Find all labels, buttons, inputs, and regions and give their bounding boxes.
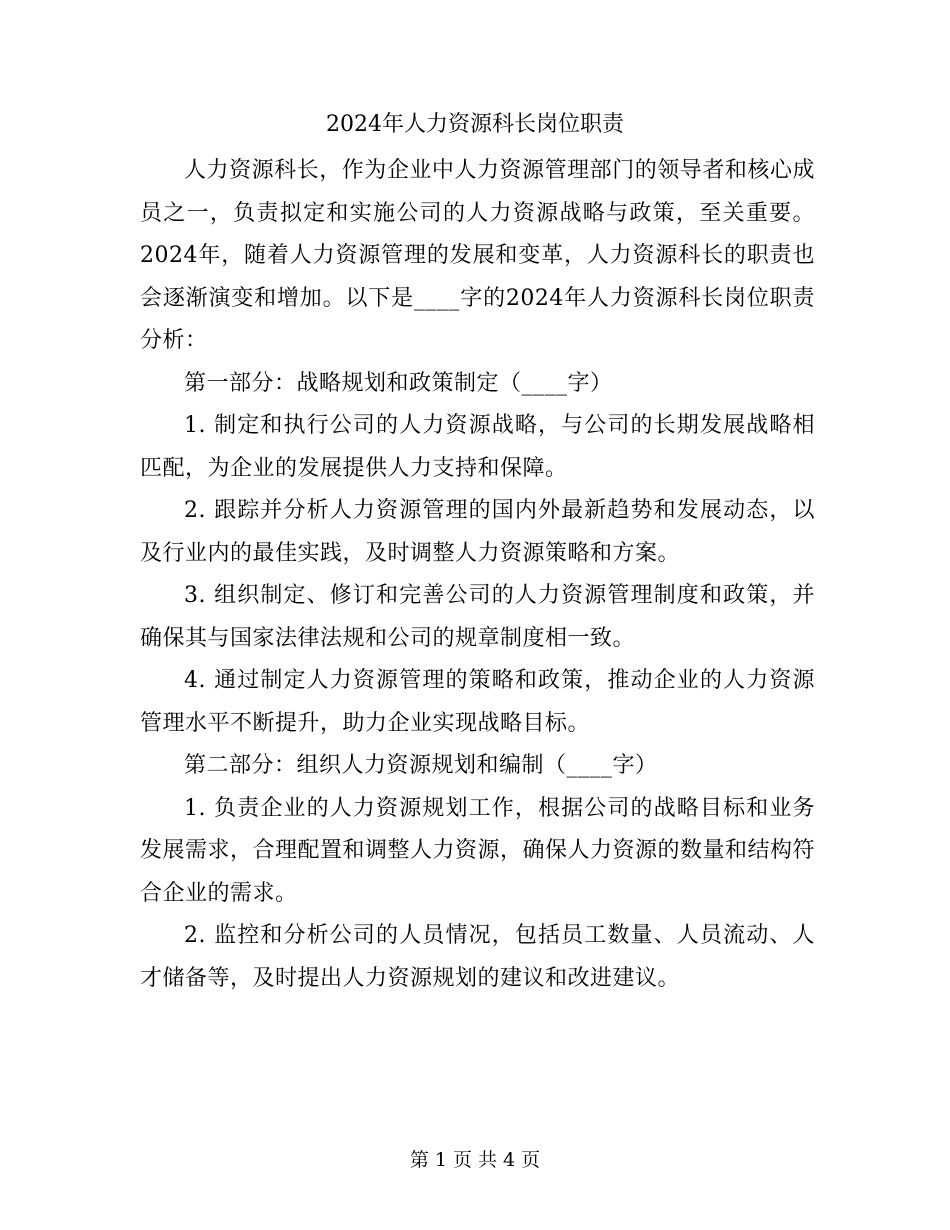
document-body [140, 150, 815, 1000]
list-item: 4. 通过制定人力资源管理的策略和政策，推动企业的人力资源管理水平不断提升，助力企业实现战略目标。 [140, 668, 815, 736]
list-item: 1. 负责企业的人力资源规划工作，根据公司的战略目标和业务发展需求，合理配置和调整人力资源，确保人力资源的数量和结构符合企业的需求。 [140, 795, 816, 906]
list-item: 2. 监控和分析公司的人员情况，包括员工数量、人员流动、人才储备等，及时提出人力资源规划的建议和改进建议。 [140, 923, 815, 991]
section-heading-part-2: 第二部分：组织人力资源规划和编制（____字） [184, 753, 658, 778]
page-number-footer: 第 1 页 共 4 页 [409, 1149, 541, 1171]
list-item: 2. 跟踪并分析人力资源管理的国内外最新趋势和发展动态，以及行业内的最佳实践，及时调整人力资源策略和方案。 [140, 498, 815, 566]
intro-paragraph: 人力资源科长，作为企业中人力资源管理部门的领导者和核心成员之一，负责拟定和实施公司的人力资源战略与政策，至关重要。2024年，随着人力资源管理的发展和变革，人力资源科长的职责也会逐渐演变和增加。以下是____字的2024年人力资源科长岗位职责分析： [140, 158, 815, 353]
list-item: 1. 制定和执行公司的人力资源战略，与公司的长期发展战略相匹配，为企业的发展提供人力支持和保障。 [140, 413, 815, 481]
document-title: 2024年人力资源科长岗位职责 [326, 112, 624, 137]
list-item: 3. 组织制定、修订和完善公司的人力资源管理制度和政策，并确保其与国家法律法规和公司的规章制度相一致。 [140, 583, 815, 651]
section-heading-part-1: 第一部分：战略规划和政策制定（____字） [184, 370, 613, 396]
